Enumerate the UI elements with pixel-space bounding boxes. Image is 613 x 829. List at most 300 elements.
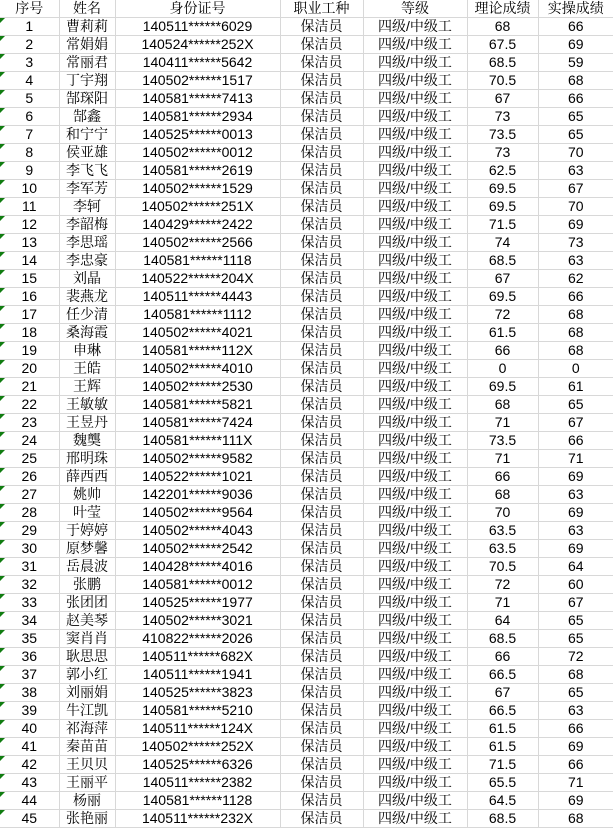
cell-id-number[interactable]: 140511******6029 xyxy=(115,18,280,36)
cell-index[interactable]: 26 xyxy=(0,468,59,486)
cell-id-number[interactable]: 140502******251X xyxy=(115,198,280,216)
cell-level[interactable]: 四级/中级工 xyxy=(363,504,467,522)
col-header-id-number[interactable]: 身份证号 xyxy=(115,0,280,18)
cell-id-number[interactable]: 140502******9564 xyxy=(115,504,280,522)
cell-id-number[interactable]: 140581******2619 xyxy=(115,162,280,180)
cell-practical-score[interactable]: 63 xyxy=(538,702,613,720)
cell-practical-score[interactable]: 68 xyxy=(538,666,613,684)
cell-theory-score[interactable]: 67 xyxy=(467,90,538,108)
cell-id-number[interactable]: 140429******2422 xyxy=(115,216,280,234)
cell-name[interactable]: 张艳丽 xyxy=(59,810,115,828)
cell-level[interactable]: 四级/中级工 xyxy=(363,144,467,162)
col-header-practical-score[interactable]: 实操成绩 xyxy=(538,0,613,18)
cell-theory-score[interactable]: 61.5 xyxy=(467,738,538,756)
cell-theory-score[interactable]: 74 xyxy=(467,234,538,252)
cell-practical-score[interactable]: 62 xyxy=(538,270,613,288)
cell-name[interactable]: 和宁宁 xyxy=(59,126,115,144)
cell-index[interactable]: 25 xyxy=(0,450,59,468)
cell-id-number[interactable]: 140581******112X xyxy=(115,342,280,360)
cell-name[interactable]: 丁宇翔 xyxy=(59,72,115,90)
cell-practical-score[interactable]: 67 xyxy=(538,180,613,198)
cell-index[interactable]: 30 xyxy=(0,540,59,558)
cell-practical-score[interactable]: 65 xyxy=(538,612,613,630)
cell-index[interactable]: 35 xyxy=(0,630,59,648)
cell-occupation[interactable]: 保洁员 xyxy=(280,288,363,306)
cell-theory-score[interactable]: 71.5 xyxy=(467,756,538,774)
cell-id-number[interactable]: 142201******9036 xyxy=(115,486,280,504)
cell-occupation[interactable]: 保洁员 xyxy=(280,90,363,108)
cell-id-number[interactable]: 140502******4021 xyxy=(115,324,280,342)
cell-index[interactable]: 31 xyxy=(0,558,59,576)
cell-id-number[interactable]: 140502******0012 xyxy=(115,144,280,162)
cell-level[interactable]: 四级/中级工 xyxy=(363,162,467,180)
cell-level[interactable]: 四级/中级工 xyxy=(363,72,467,90)
cell-index[interactable]: 5 xyxy=(0,90,59,108)
cell-id-number[interactable]: 140581******7413 xyxy=(115,90,280,108)
cell-practical-score[interactable]: 65 xyxy=(538,126,613,144)
cell-theory-score[interactable]: 66.5 xyxy=(467,702,538,720)
cell-level[interactable]: 四级/中级工 xyxy=(363,612,467,630)
cell-level[interactable]: 四级/中级工 xyxy=(363,306,467,324)
cell-level[interactable]: 四级/中级工 xyxy=(363,738,467,756)
cell-level[interactable]: 四级/中级工 xyxy=(363,666,467,684)
cell-theory-score[interactable]: 71.5 xyxy=(467,216,538,234)
cell-name[interactable]: 薛西西 xyxy=(59,468,115,486)
cell-level[interactable]: 四级/中级工 xyxy=(363,468,467,486)
cell-theory-score[interactable]: 66.5 xyxy=(467,666,538,684)
cell-name[interactable]: 常丽君 xyxy=(59,54,115,72)
cell-theory-score[interactable]: 61.5 xyxy=(467,720,538,738)
cell-practical-score[interactable]: 73 xyxy=(538,234,613,252)
cell-name[interactable]: 郜鑫 xyxy=(59,108,115,126)
cell-name[interactable]: 常娟娟 xyxy=(59,36,115,54)
cell-theory-score[interactable]: 73 xyxy=(467,144,538,162)
cell-name[interactable]: 魏龑 xyxy=(59,432,115,450)
cell-id-number[interactable]: 140502******9582 xyxy=(115,450,280,468)
cell-theory-score[interactable]: 73 xyxy=(467,108,538,126)
cell-practical-score[interactable]: 61 xyxy=(538,378,613,396)
cell-practical-score[interactable]: 69 xyxy=(538,738,613,756)
cell-occupation[interactable]: 保洁员 xyxy=(280,558,363,576)
cell-id-number[interactable]: 140502******252X xyxy=(115,738,280,756)
cell-level[interactable]: 四级/中级工 xyxy=(363,252,467,270)
cell-practical-score[interactable]: 0 xyxy=(538,360,613,378)
cell-theory-score[interactable]: 64.5 xyxy=(467,792,538,810)
cell-occupation[interactable]: 保洁员 xyxy=(280,450,363,468)
cell-name[interactable]: 耿思思 xyxy=(59,648,115,666)
cell-index[interactable]: 4 xyxy=(0,72,59,90)
cell-practical-score[interactable]: 66 xyxy=(538,720,613,738)
cell-practical-score[interactable]: 66 xyxy=(538,90,613,108)
cell-practical-score[interactable]: 66 xyxy=(538,288,613,306)
cell-level[interactable]: 四级/中级工 xyxy=(363,792,467,810)
cell-name[interactable]: 秦苗苗 xyxy=(59,738,115,756)
cell-level[interactable]: 四级/中级工 xyxy=(363,270,467,288)
cell-level[interactable]: 四级/中级工 xyxy=(363,216,467,234)
cell-index[interactable]: 43 xyxy=(0,774,59,792)
cell-occupation[interactable]: 保洁员 xyxy=(280,324,363,342)
cell-practical-score[interactable]: 68 xyxy=(538,324,613,342)
cell-id-number[interactable]: 140581******7424 xyxy=(115,414,280,432)
cell-index[interactable]: 16 xyxy=(0,288,59,306)
cell-name[interactable]: 祁海萍 xyxy=(59,720,115,738)
cell-occupation[interactable]: 保洁员 xyxy=(280,252,363,270)
cell-name[interactable]: 曹莉莉 xyxy=(59,18,115,36)
cell-name[interactable]: 刘晶 xyxy=(59,270,115,288)
cell-index[interactable]: 15 xyxy=(0,270,59,288)
cell-practical-score[interactable]: 69 xyxy=(538,216,613,234)
cell-index[interactable]: 36 xyxy=(0,648,59,666)
cell-theory-score[interactable]: 69.5 xyxy=(467,198,538,216)
cell-theory-score[interactable]: 61.5 xyxy=(467,324,538,342)
cell-index[interactable]: 20 xyxy=(0,360,59,378)
cell-level[interactable]: 四级/中级工 xyxy=(363,486,467,504)
cell-level[interactable]: 四级/中级工 xyxy=(363,342,467,360)
cell-occupation[interactable]: 保洁员 xyxy=(280,612,363,630)
cell-id-number[interactable]: 140581******5821 xyxy=(115,396,280,414)
cell-id-number[interactable]: 140581******1118 xyxy=(115,252,280,270)
cell-id-number[interactable]: 140511******124X xyxy=(115,720,280,738)
cell-name[interactable]: 李军芳 xyxy=(59,180,115,198)
cell-occupation[interactable]: 保洁员 xyxy=(280,504,363,522)
cell-index[interactable]: 40 xyxy=(0,720,59,738)
cell-level[interactable]: 四级/中级工 xyxy=(363,648,467,666)
cell-name[interactable]: 窦肖肖 xyxy=(59,630,115,648)
cell-practical-score[interactable]: 69 xyxy=(538,468,613,486)
cell-name[interactable]: 原梦馨 xyxy=(59,540,115,558)
cell-theory-score[interactable]: 70 xyxy=(467,504,538,522)
cell-theory-score[interactable]: 0 xyxy=(467,360,538,378)
cell-occupation[interactable]: 保洁员 xyxy=(280,108,363,126)
cell-practical-score[interactable]: 59 xyxy=(538,54,613,72)
cell-level[interactable]: 四级/中级工 xyxy=(363,378,467,396)
cell-level[interactable]: 四级/中级工 xyxy=(363,324,467,342)
cell-level[interactable]: 四级/中级工 xyxy=(363,54,467,72)
cell-index[interactable]: 44 xyxy=(0,792,59,810)
cell-level[interactable]: 四级/中级工 xyxy=(363,558,467,576)
cell-index[interactable]: 19 xyxy=(0,342,59,360)
cell-occupation[interactable]: 保洁员 xyxy=(280,378,363,396)
cell-id-number[interactable]: 140502******1517 xyxy=(115,72,280,90)
cell-practical-score[interactable]: 65 xyxy=(538,396,613,414)
cell-theory-score[interactable]: 71 xyxy=(467,594,538,612)
cell-theory-score[interactable]: 71 xyxy=(467,414,538,432)
cell-index[interactable]: 9 xyxy=(0,162,59,180)
cell-name[interactable]: 牛江凯 xyxy=(59,702,115,720)
cell-occupation[interactable]: 保洁员 xyxy=(280,468,363,486)
cell-name[interactable]: 王敏敏 xyxy=(59,396,115,414)
cell-id-number[interactable]: 140581******111X xyxy=(115,432,280,450)
cell-theory-score[interactable]: 66 xyxy=(467,468,538,486)
cell-theory-score[interactable]: 67.5 xyxy=(467,36,538,54)
cell-practical-score[interactable]: 66 xyxy=(538,756,613,774)
cell-theory-score[interactable]: 69.5 xyxy=(467,378,538,396)
cell-occupation[interactable]: 保洁员 xyxy=(280,792,363,810)
cell-level[interactable]: 四级/中级工 xyxy=(363,630,467,648)
cell-theory-score[interactable]: 66 xyxy=(467,648,538,666)
cell-theory-score[interactable]: 71 xyxy=(467,450,538,468)
cell-theory-score[interactable]: 70.5 xyxy=(467,72,538,90)
cell-id-number[interactable]: 140502******4043 xyxy=(115,522,280,540)
cell-theory-score[interactable]: 64 xyxy=(467,612,538,630)
cell-id-number[interactable]: 140581******2934 xyxy=(115,108,280,126)
cell-index[interactable]: 10 xyxy=(0,180,59,198)
cell-level[interactable]: 四级/中级工 xyxy=(363,396,467,414)
cell-index[interactable]: 6 xyxy=(0,108,59,126)
cell-id-number[interactable]: 140502******3021 xyxy=(115,612,280,630)
cell-practical-score[interactable]: 64 xyxy=(538,558,613,576)
cell-index[interactable]: 27 xyxy=(0,486,59,504)
cell-level[interactable]: 四级/中级工 xyxy=(363,414,467,432)
cell-index[interactable]: 2 xyxy=(0,36,59,54)
cell-id-number[interactable]: 140522******204X xyxy=(115,270,280,288)
cell-practical-score[interactable]: 68 xyxy=(538,72,613,90)
cell-practical-score[interactable]: 65 xyxy=(538,684,613,702)
cell-name[interactable]: 李忠豪 xyxy=(59,252,115,270)
col-header-level[interactable]: 等级 xyxy=(363,0,467,18)
cell-name[interactable]: 赵美琴 xyxy=(59,612,115,630)
cell-level[interactable]: 四级/中级工 xyxy=(363,720,467,738)
cell-theory-score[interactable]: 63.5 xyxy=(467,522,538,540)
cell-theory-score[interactable]: 65.5 xyxy=(467,774,538,792)
cell-index[interactable]: 38 xyxy=(0,684,59,702)
cell-id-number[interactable]: 140525******6326 xyxy=(115,756,280,774)
cell-name[interactable]: 李飞飞 xyxy=(59,162,115,180)
cell-occupation[interactable]: 保洁员 xyxy=(280,198,363,216)
cell-occupation[interactable]: 保洁员 xyxy=(280,234,363,252)
cell-name[interactable]: 李韶梅 xyxy=(59,216,115,234)
cell-level[interactable]: 四级/中级工 xyxy=(363,774,467,792)
cell-id-number[interactable]: 140502******2566 xyxy=(115,234,280,252)
cell-level[interactable]: 四级/中级工 xyxy=(363,360,467,378)
cell-occupation[interactable]: 保洁员 xyxy=(280,666,363,684)
cell-index[interactable]: 3 xyxy=(0,54,59,72)
cell-index[interactable]: 12 xyxy=(0,216,59,234)
cell-index[interactable]: 32 xyxy=(0,576,59,594)
cell-level[interactable]: 四级/中级工 xyxy=(363,810,467,828)
cell-occupation[interactable]: 保洁员 xyxy=(280,306,363,324)
cell-theory-score[interactable]: 68.5 xyxy=(467,54,538,72)
cell-name[interactable]: 刘丽娟 xyxy=(59,684,115,702)
cell-level[interactable]: 四级/中级工 xyxy=(363,18,467,36)
cell-index[interactable]: 23 xyxy=(0,414,59,432)
cell-name[interactable]: 姚帅 xyxy=(59,486,115,504)
cell-id-number[interactable]: 140502******4010 xyxy=(115,360,280,378)
cell-theory-score[interactable]: 70.5 xyxy=(467,558,538,576)
cell-id-number[interactable]: 140511******2382 xyxy=(115,774,280,792)
cell-theory-score[interactable]: 68 xyxy=(467,18,538,36)
cell-index[interactable]: 1 xyxy=(0,18,59,36)
cell-occupation[interactable]: 保洁员 xyxy=(280,756,363,774)
cell-occupation[interactable]: 保洁员 xyxy=(280,126,363,144)
cell-practical-score[interactable]: 63 xyxy=(538,252,613,270)
cell-practical-score[interactable]: 65 xyxy=(538,108,613,126)
cell-name[interactable]: 岳晨波 xyxy=(59,558,115,576)
cell-name[interactable]: 任少清 xyxy=(59,306,115,324)
cell-practical-score[interactable]: 63 xyxy=(538,486,613,504)
cell-occupation[interactable]: 保洁员 xyxy=(280,180,363,198)
cell-practical-score[interactable]: 66 xyxy=(538,18,613,36)
cell-theory-score[interactable]: 72 xyxy=(467,306,538,324)
cell-name[interactable]: 于婷婷 xyxy=(59,522,115,540)
cell-theory-score[interactable]: 72 xyxy=(467,576,538,594)
cell-index[interactable]: 42 xyxy=(0,756,59,774)
cell-name[interactable]: 郜琛阳 xyxy=(59,90,115,108)
cell-id-number[interactable]: 140525******0013 xyxy=(115,126,280,144)
cell-id-number[interactable]: 140524******252X xyxy=(115,36,280,54)
cell-level[interactable]: 四级/中级工 xyxy=(363,90,467,108)
cell-id-number[interactable]: 140522******1021 xyxy=(115,468,280,486)
cell-occupation[interactable]: 保洁员 xyxy=(280,18,363,36)
col-header-theory-score[interactable]: 理论成绩 xyxy=(467,0,538,18)
cell-index[interactable]: 21 xyxy=(0,378,59,396)
cell-practical-score[interactable]: 60 xyxy=(538,576,613,594)
cell-occupation[interactable]: 保洁员 xyxy=(280,576,363,594)
cell-name[interactable]: 张团团 xyxy=(59,594,115,612)
cell-occupation[interactable]: 保洁员 xyxy=(280,720,363,738)
cell-name[interactable]: 张鹏 xyxy=(59,576,115,594)
cell-occupation[interactable]: 保洁员 xyxy=(280,774,363,792)
cell-occupation[interactable]: 保洁员 xyxy=(280,72,363,90)
cell-theory-score[interactable]: 62.5 xyxy=(467,162,538,180)
cell-practical-score[interactable]: 67 xyxy=(538,594,613,612)
cell-level[interactable]: 四级/中级工 xyxy=(363,198,467,216)
cell-level[interactable]: 四级/中级工 xyxy=(363,756,467,774)
cell-practical-score[interactable]: 69 xyxy=(538,792,613,810)
cell-practical-score[interactable]: 65 xyxy=(538,630,613,648)
cell-id-number[interactable]: 140511******1941 xyxy=(115,666,280,684)
cell-level[interactable]: 四级/中级工 xyxy=(363,522,467,540)
cell-id-number[interactable]: 140411******5642 xyxy=(115,54,280,72)
cell-name[interactable]: 王贝贝 xyxy=(59,756,115,774)
cell-occupation[interactable]: 保洁员 xyxy=(280,594,363,612)
cell-level[interactable]: 四级/中级工 xyxy=(363,684,467,702)
cell-id-number[interactable]: 140525******3823 xyxy=(115,684,280,702)
cell-level[interactable]: 四级/中级工 xyxy=(363,594,467,612)
cell-occupation[interactable]: 保洁员 xyxy=(280,486,363,504)
cell-occupation[interactable]: 保洁员 xyxy=(280,702,363,720)
cell-index[interactable]: 28 xyxy=(0,504,59,522)
cell-level[interactable]: 四级/中级工 xyxy=(363,36,467,54)
cell-theory-score[interactable]: 67 xyxy=(467,270,538,288)
cell-id-number[interactable]: 410822******2026 xyxy=(115,630,280,648)
cell-id-number[interactable]: 140428******4016 xyxy=(115,558,280,576)
cell-theory-score[interactable]: 73.5 xyxy=(467,432,538,450)
cell-occupation[interactable]: 保洁员 xyxy=(280,810,363,828)
cell-name[interactable]: 王辉 xyxy=(59,378,115,396)
cell-index[interactable]: 45 xyxy=(0,810,59,828)
cell-id-number[interactable]: 140581******1128 xyxy=(115,792,280,810)
cell-practical-score[interactable]: 69 xyxy=(538,504,613,522)
cell-theory-score[interactable]: 68.5 xyxy=(467,630,538,648)
cell-occupation[interactable]: 保洁员 xyxy=(280,414,363,432)
cell-name[interactable]: 叶莹 xyxy=(59,504,115,522)
cell-id-number[interactable]: 140502******1529 xyxy=(115,180,280,198)
cell-occupation[interactable]: 保洁员 xyxy=(280,216,363,234)
cell-name[interactable]: 杨丽 xyxy=(59,792,115,810)
cell-index[interactable]: 33 xyxy=(0,594,59,612)
cell-name[interactable]: 郭小红 xyxy=(59,666,115,684)
cell-index[interactable]: 17 xyxy=(0,306,59,324)
cell-practical-score[interactable]: 69 xyxy=(538,36,613,54)
cell-level[interactable]: 四级/中级工 xyxy=(363,126,467,144)
cell-index[interactable]: 34 xyxy=(0,612,59,630)
cell-occupation[interactable]: 保洁员 xyxy=(280,630,363,648)
cell-theory-score[interactable]: 67 xyxy=(467,684,538,702)
cell-occupation[interactable]: 保洁员 xyxy=(280,54,363,72)
cell-level[interactable]: 四级/中级工 xyxy=(363,108,467,126)
cell-occupation[interactable]: 保洁员 xyxy=(280,360,363,378)
cell-index[interactable]: 29 xyxy=(0,522,59,540)
cell-practical-score[interactable]: 70 xyxy=(538,144,613,162)
col-header-occupation[interactable]: 职业工种 xyxy=(280,0,363,18)
cell-level[interactable]: 四级/中级工 xyxy=(363,450,467,468)
cell-occupation[interactable]: 保洁员 xyxy=(280,738,363,756)
cell-occupation[interactable]: 保洁员 xyxy=(280,522,363,540)
cell-occupation[interactable]: 保洁员 xyxy=(280,144,363,162)
cell-theory-score[interactable]: 68.5 xyxy=(467,252,538,270)
cell-name[interactable]: 王丽平 xyxy=(59,774,115,792)
cell-index[interactable]: 7 xyxy=(0,126,59,144)
cell-practical-score[interactable]: 68 xyxy=(538,306,613,324)
cell-occupation[interactable]: 保洁员 xyxy=(280,36,363,54)
cell-name[interactable]: 侯亚雄 xyxy=(59,144,115,162)
cell-id-number[interactable]: 140581******1112 xyxy=(115,306,280,324)
col-header-name[interactable]: 姓名 xyxy=(59,0,115,18)
cell-name[interactable]: 李思瑶 xyxy=(59,234,115,252)
cell-occupation[interactable]: 保洁员 xyxy=(280,162,363,180)
cell-id-number[interactable]: 140581******5210 xyxy=(115,702,280,720)
cell-level[interactable]: 四级/中级工 xyxy=(363,576,467,594)
cell-index[interactable]: 18 xyxy=(0,324,59,342)
cell-name[interactable]: 李轲 xyxy=(59,198,115,216)
cell-practical-score[interactable]: 63 xyxy=(538,522,613,540)
cell-theory-score[interactable]: 69.5 xyxy=(467,288,538,306)
cell-index[interactable]: 22 xyxy=(0,396,59,414)
cell-practical-score[interactable]: 68 xyxy=(538,342,613,360)
cell-practical-score[interactable]: 70 xyxy=(538,198,613,216)
cell-id-number[interactable]: 140581******0012 xyxy=(115,576,280,594)
cell-name[interactable]: 裴燕龙 xyxy=(59,288,115,306)
cell-theory-score[interactable]: 63.5 xyxy=(467,540,538,558)
cell-theory-score[interactable]: 69.5 xyxy=(467,180,538,198)
cell-practical-score[interactable]: 71 xyxy=(538,774,613,792)
cell-theory-score[interactable]: 73.5 xyxy=(467,126,538,144)
cell-practical-score[interactable]: 71 xyxy=(538,450,613,468)
cell-name[interactable]: 王昱丹 xyxy=(59,414,115,432)
cell-level[interactable]: 四级/中级工 xyxy=(363,288,467,306)
cell-level[interactable]: 四级/中级工 xyxy=(363,432,467,450)
cell-index[interactable]: 39 xyxy=(0,702,59,720)
cell-level[interactable]: 四级/中级工 xyxy=(363,540,467,558)
cell-id-number[interactable]: 140502******2530 xyxy=(115,378,280,396)
cell-index[interactable]: 8 xyxy=(0,144,59,162)
cell-occupation[interactable]: 保洁员 xyxy=(280,432,363,450)
cell-name[interactable]: 桑海霞 xyxy=(59,324,115,342)
cell-level[interactable]: 四级/中级工 xyxy=(363,702,467,720)
cell-index[interactable]: 11 xyxy=(0,198,59,216)
cell-practical-score[interactable]: 66 xyxy=(538,432,613,450)
cell-name[interactable]: 申琳 xyxy=(59,342,115,360)
cell-practical-score[interactable]: 72 xyxy=(538,648,613,666)
col-header-index[interactable]: 序号 xyxy=(0,0,59,18)
cell-name[interactable]: 邢明珠 xyxy=(59,450,115,468)
cell-theory-score[interactable]: 68.5 xyxy=(467,810,538,828)
cell-id-number[interactable]: 140502******2542 xyxy=(115,540,280,558)
cell-occupation[interactable]: 保洁员 xyxy=(280,270,363,288)
cell-occupation[interactable]: 保洁员 xyxy=(280,396,363,414)
cell-index[interactable]: 41 xyxy=(0,738,59,756)
